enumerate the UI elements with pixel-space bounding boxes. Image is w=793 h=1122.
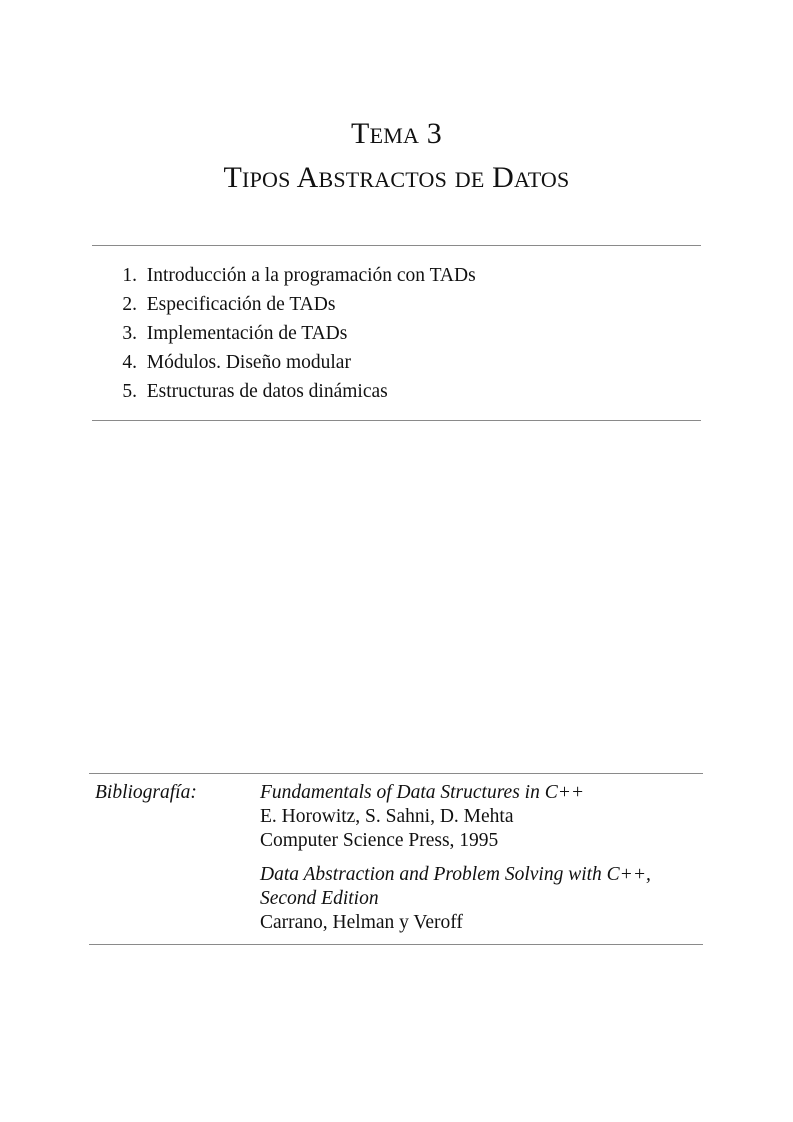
toc-item: 3. Implementación de TADs xyxy=(122,323,348,344)
chapter-title xyxy=(0,113,793,201)
toc-item: 2. Especificación de TADs xyxy=(122,294,336,315)
bibliography-bottom-rule xyxy=(89,944,703,945)
book-title: Fundamentals of Data Structures in C++ xyxy=(260,782,585,803)
toc-item: 4. Módulos. Diseño modular xyxy=(122,352,351,373)
table-of-contents xyxy=(113,261,693,406)
chapter-number: TEMA 3 xyxy=(351,117,442,150)
book-authors: Carrano, Helman y Veroff xyxy=(260,912,463,933)
chapter-name: TIPOS ABSTRACTOS DE DATOS xyxy=(223,161,570,194)
bibliography-label: Bibliografía: xyxy=(95,782,197,803)
bibliography-entry xyxy=(260,781,700,853)
book-title: Data Abstraction and Problem Solving with C++, Second Edition xyxy=(260,864,651,909)
bibliography-entry xyxy=(260,863,700,935)
book-authors: E. Horowitz, S. Sahni, D. Mehta xyxy=(260,806,514,827)
toc-bottom-rule xyxy=(92,420,701,421)
toc-top-rule xyxy=(92,245,701,246)
toc-item: 1. Introducción a la programación con TADs xyxy=(122,265,476,286)
bibliography-top-rule xyxy=(89,773,703,774)
book-publisher: Computer Science Press, 1995 xyxy=(260,830,499,851)
bibliography-entries xyxy=(260,781,700,935)
toc-item: 5. Estructuras de datos dinámicas xyxy=(122,381,388,402)
